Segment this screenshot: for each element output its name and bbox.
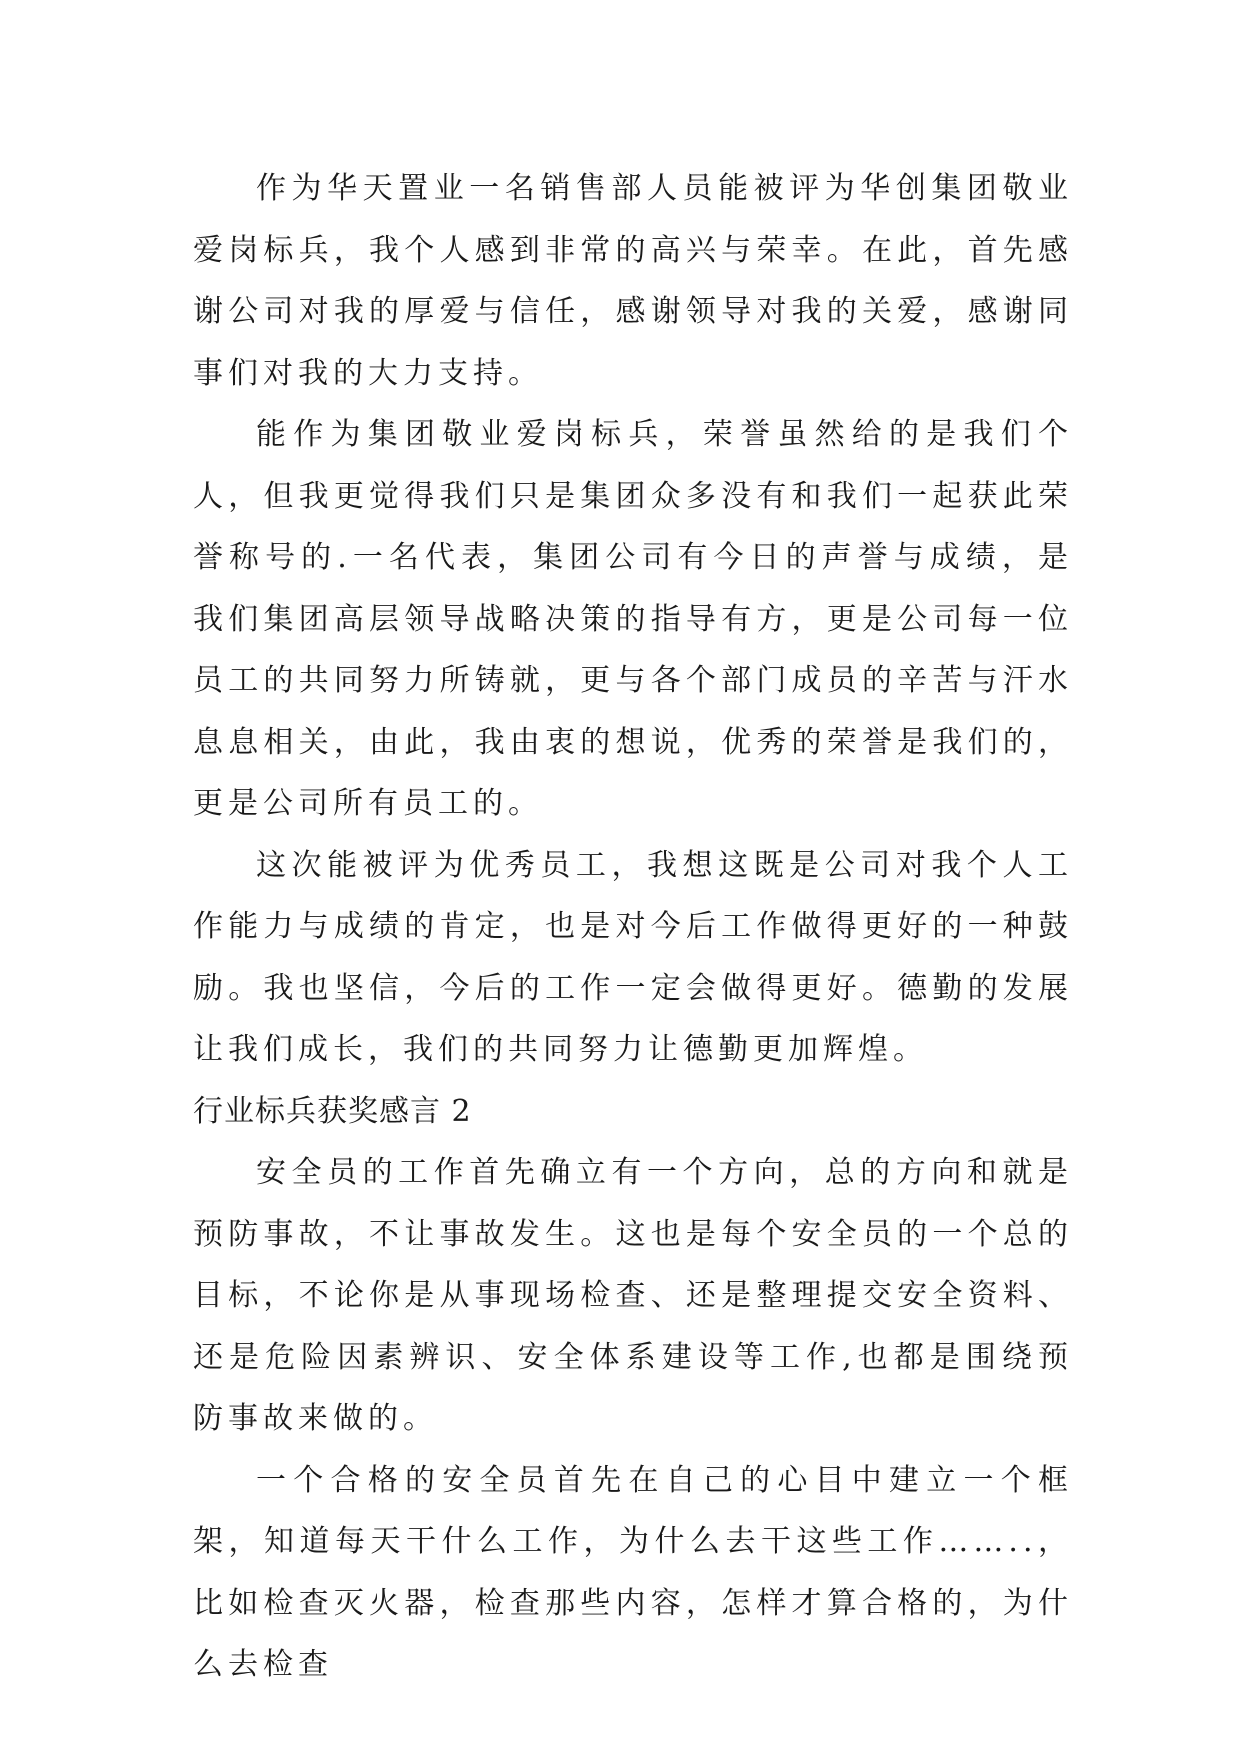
section-heading: 行业标兵获奖感言 2 — [193, 1093, 472, 1129]
paragraph: 这次能被评为优秀员工，我想这既是公司对我个人工作能力与成绩的肯定，也是对今后工作做得更好的一种鼓励。我也坚信，今后的工作一定会做得更好。德勤的发展让我们成长，我们的共同努力让德勤更加辉煌。 — [193, 847, 1073, 1067]
paragraph: 一个合格的安全员首先在自己的心目中建立一个框架，知道每天干什么工作，为什么去干这些工作……..，比如检查灭火器，检查那些内容，怎样才算合格的，为什么去检查 — [193, 1462, 1073, 1682]
paragraph: 作为华天置业一名销售部人员能被评为华创集团敬业爱岗标兵，我个人感到非常的高兴与荣幸。在此，首先感谢公司对我的厚爱与信任，感谢领导对我的关爱，感谢同事们对我的大力支持。 — [193, 171, 1073, 391]
paragraph: 能作为集团敬业爱岗标兵，荣誉虽然给的是我们个人，但我更觉得我们只是集团众多没有和我们一起获此荣誉称号的.一名代表，集团公司有今日的声誉与成绩，是我们集团高层领导战略决策的指导有方，更是公司每一位员工的共同努力所铸就，更与各个部门成员的辛苦与汗水息息相关，由此，我由衷的想说，优秀的荣誉是我们的，更是公司所有员工的。 — [193, 417, 1073, 821]
paragraph: 安全员的工作首先确立有一个方向，总的方向和就是预防事故，不让事故发生。这也是每个安全员的一个总的目标，不论你是从事现场检查、还是整理提交安全资料、还是危险因素辨识、安全体系建设等工作,也都是围绕预防事故来做的。 — [193, 1155, 1073, 1436]
document-body — [193, 158, 1073, 1696]
